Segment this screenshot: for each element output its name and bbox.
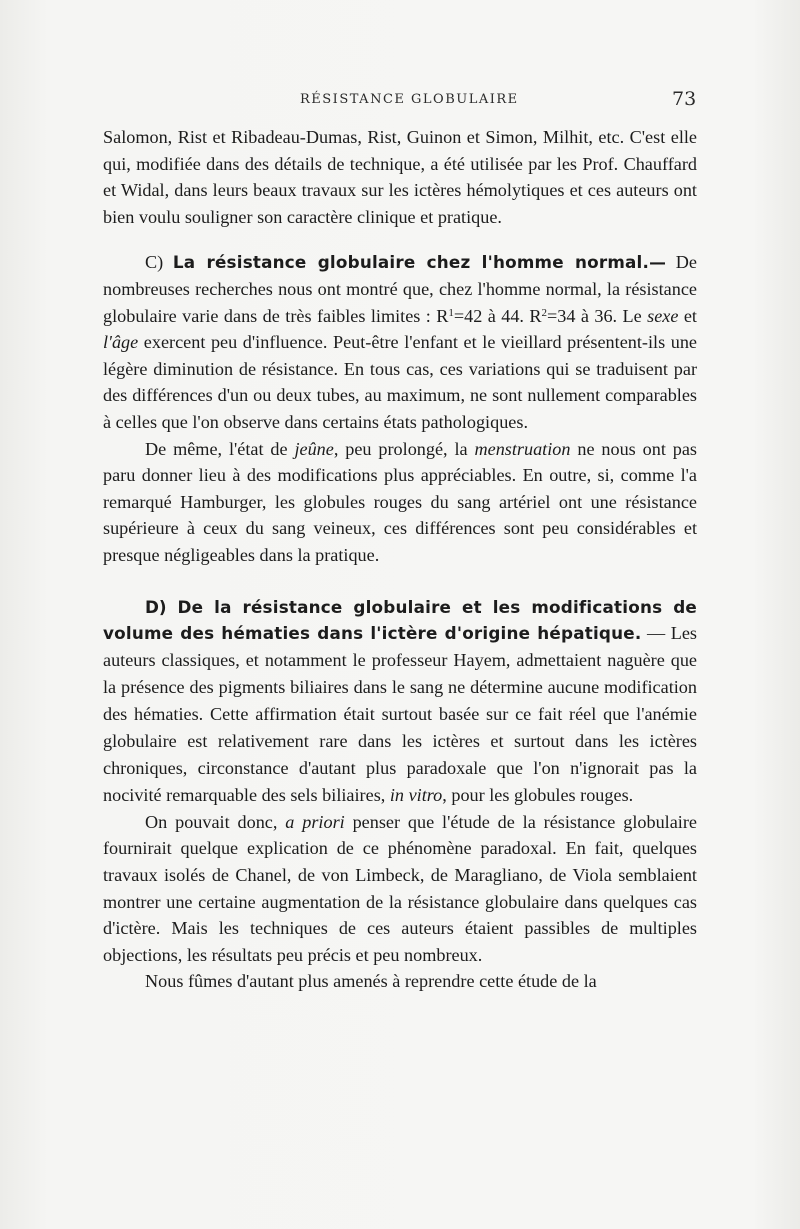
section-d-heading: De la résistance globulaire et les modifications de volume des hématies dans l'ictère d'origine hépatique. <box>103 596 697 644</box>
running-title: RÉSISTANCE GLOBULAIRE <box>300 92 519 107</box>
section-c-text-4: et <box>678 305 697 326</box>
p3-text-1: De même, l'état de <box>145 438 295 459</box>
italic-age: l'âge <box>103 332 139 353</box>
superscript-1: 1 <box>448 306 454 319</box>
paragraph-6: Nous fûmes d'autant plus amenés à reprendre cette étude de la <box>145 971 597 992</box>
paragraph-1: Salomon, Rist et Ribadeau-Dumas, Rist, Guinon et Simon, Milhit, etc. C'est elle qui, modifiée dans des détails de technique, a été utilisée par les Prof. Chauffard et Widal, dans leurs beaux travaux sur les ictères hémolytiques et ces auteurs ont bien voulu souligner son caractère clinique et pratique. <box>103 127 697 227</box>
section-c-text-1: De nombreuses recherches nous ont montré que, chez l'homme normal, la résistance globulaire varie dans de très faibles limites : R <box>103 252 697 326</box>
section-d-text-2: , pour les globules rouges. <box>442 784 634 805</box>
italic-sexe: sexe <box>647 305 679 326</box>
page-number: 73 <box>672 88 697 110</box>
section-c-text-5: exercent peu d'influence. Peut-être l'enfant et le vieillard présentent-ils une légère diminution de résistance. En tous cas, ces variations qui se traduisent par des différences d'un ou deux tubes, au maximum, ne sont nullement comparables à celles que l'on observe dans certains états pathologiques. <box>103 332 697 432</box>
superscript-2: 2 <box>541 306 548 319</box>
p5-text-1: On pouvait donc, <box>145 811 286 832</box>
section-d-paragraph <box>103 594 697 809</box>
section-c-text-3: =34 à 36. Le <box>547 305 648 326</box>
section-c-heading: La résistance globulaire chez l'homme normal.— <box>172 252 667 273</box>
section-d-label: D) <box>145 596 167 617</box>
section-c-label: C) <box>145 252 164 273</box>
italic-in-vitro: in vitro <box>389 784 443 805</box>
paragraph-5 <box>103 809 697 969</box>
body-text <box>103 124 697 995</box>
p5-text-2: penser que l'étude de la résistance globulaire fournirait quelque explication de ce phénomène paradoxal. En fait, quelques travaux isolés de Chanel, de von Limbeck, de Maragliano, de Viola semblaient montrer une certaine augmentation de la résistance globulaire dans quelques cas d'ictère. Mais les techniques de ces auteurs étaient passibles de multiples objections, les résultats peu précis et peu nombreux. <box>103 811 697 965</box>
section-c-paragraph <box>103 249 697 435</box>
p3-text-3: ne nous ont pas paru donner lieu à des modifications plus appréciables. En outre, si, comme l'a remarqué Hamburger, les globules rouges du sang artériel ont une résistance supérieure à ceux du sang veineux, ces différences sont peu considérables et presque négligeables dans la pratique. <box>103 438 697 565</box>
section-c-text-2: =42 à 44. R <box>453 305 542 326</box>
italic-jeune: jeûne <box>294 438 334 459</box>
p3-text-2: , peu prolongé, la <box>333 438 475 459</box>
paragraph-3 <box>103 436 697 569</box>
section-d-text-1: — Les auteurs classiques, et notamment le professeur Hayem, admettaient naguère que la présence des pigments biliaires dans le sang ne détermine aucune modification des hématies. Cette affirmation était surtout basée sur ce fait réel que l'anémie globulaire est relativement rare dans les ictères et surtout dans les ictères chroniques, circonstance d'autant plus paradoxale que l'on n'ignorait pas la nocivité remarquable des sels biliaires, <box>103 623 697 805</box>
italic-menstruation: menstruation <box>474 438 571 459</box>
italic-a-priori: a priori <box>285 811 345 832</box>
